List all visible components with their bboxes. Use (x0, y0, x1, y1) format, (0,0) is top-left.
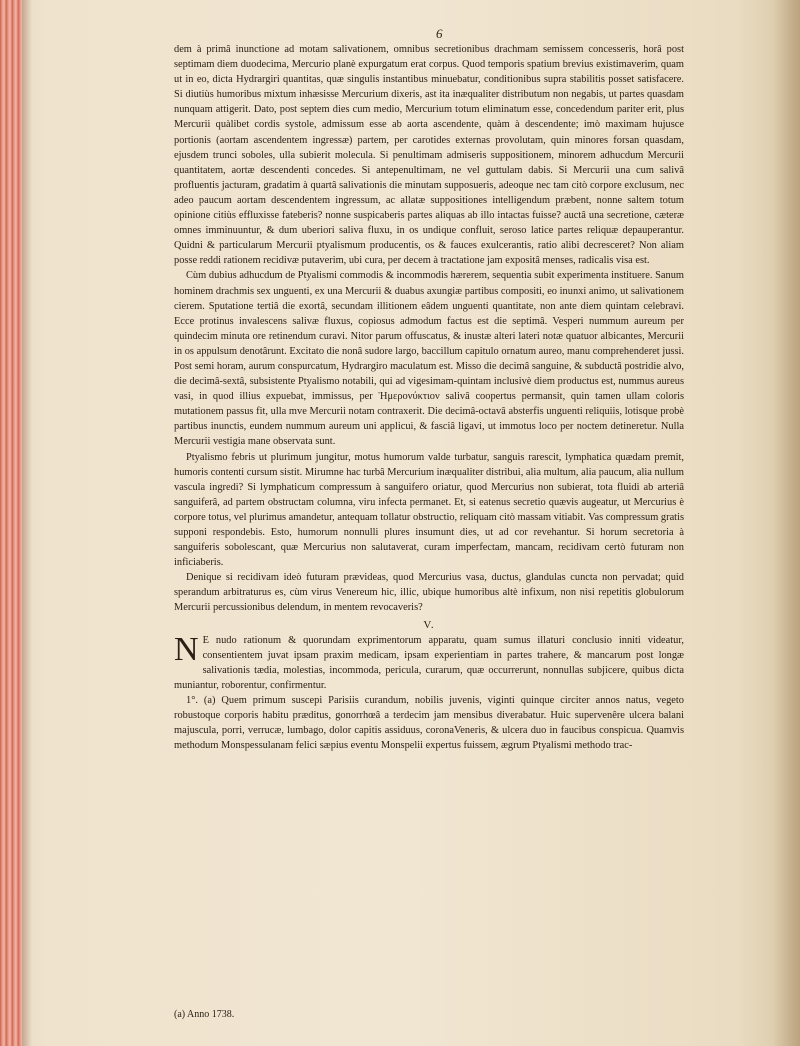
paragraph-experiments: Cùm dubius adhucdum de Ptyalismi commodis & incommodis hærerem, sequentia subit experimenta instituere. Sanum hominem drachmis sex unguenti, ex una Mercurii & duabus axungiæ partibus compositi, eo inunxi animo, ut salivationem cierem. Sputatione tertiâ die exortâ, secundam illitionem eâdem unguenti quantitate, non ante diem quintam celebravi. Ecce protinus invalescens salivæ fluxus, copiosus admodum factus est die septimâ. Vesperi nummum aureum per quindecim minuta ore retinendum curavi. Nitor parum offuscatus, & inustæ alteri lateri notæ quatuor albicantes, Mercurii in os appulsum denotârunt. Excitato die nonâ sudore largo, baccillum capitulo ornatum aureo, manu comprehenderet jussi. Post semi horam, aurum conspurcatum, Hydrargiro maculatum est. Misso die decimâ sanguine, & subductâ postridie alvo, die decimâ-sextâ, subsistente Ptyalismo notabili, qui ad vigesimam-quintam inclusivè diem productus est, nummus aureus vasi, in quod illius expuebat, immissus, per Ἡμερονύκτιον salivâ coopertus permansit, quin tamen ullam coloris mutationem passus fit, ulla mve Mercurii notam contraxerit. Die decimâ-octavâ absterfis unguenti reliquiis, lotisque probè partibus inunctis, eundem nummum aureum uni applicui, & fasciâ ligavi, ut immotus loco per noctem detineretur. Nulla Mercurii vestigia mane observata sunt. (174, 270, 684, 448)
page-number: 6 (436, 26, 443, 41)
section-number: V. (423, 618, 435, 631)
page-binding-edge (0, 0, 22, 1046)
drop-cap: N (174, 630, 199, 668)
page-right-edge (772, 0, 800, 1046)
paragraph-ptyalismo: Ptyalismo febris ut plurimum jungitur, motus humorum valde turbatur, sanguis rarescit, lymphatica quædam premit, humoris contenti cursum sistit. Mirumne hac turbâ Mercurium inæqualiter distribui, alia multum, alia paucum, alia nullum vascula ingredi? Si lymphaticum compressum à sanguifero oriatur, quod Mercurius non subierat, tota fluidi ab arteriâ sanguiferâ, ad partem obstructam columna, viru infecta permanet. Et, si eatenus secretio quævis augeatur, ut Mercurius è corpore totus, vel plurimus amandetur, antequam tollatur obstructio, reliquam citò massam vitiabit. Vas compressum gratis supponi respondebis. Esto, humorum nonnulli plures insumunt dies, ut ad cor revehantur. Si horum secretoria à sanguiferis sobolescant, quæ Mercurius non salutaverat, curam imperfectam, mancam, recidivam certò futuram non inficiaberis. (174, 451, 684, 569)
section-paragraph (174, 630, 684, 693)
section-paragraph-text: E nudo rationum & quorundam exprimentorum apparatu, quam sumus illaturi conclusio inniti videatur, consentientem juvat ipsam praxim medicam, ipsam experientiam in partes trahere, & mancarum post longæ salivationis tædia, molestias, incommoda, pericula, curarum, quæ occurrerunt, nonnullas subjicere, quibus dicta muniantur, roborentur, confirmentur. (174, 634, 684, 691)
paragraph-denique: Denique si recidivam ideò futuram prævideas, quod Mercurius vasa, ductus, glandulas cuncta non pervadat; quid sperandum arbitraturus es, cùm virus Venereum hic, illic, ubique humoribus altè infixum, non nisi repetitis globulorum Mercurii percussionibus delendum, in mentem revocaveris? (174, 572, 684, 614)
paragraph-continued: dem à primâ inunctione ad motam salivationem, omnibus secretionibus drachmam semissem concesseris, horâ post septimam diem duodecima, Mercurio planè expurgatum erat corpus. Quod temporis spatium brevius existimaverim, quam ut in eo, dicta Hydrargiri quantitas, quæ singulis instantibus minuebatur, conditionibus supra stabilitis posset satisfacere. Si diutiùs humoribus mixtum inhæsisse Mercurium dixeris, ast ita inæqualiter distributum non negabis, ut partes quasdam nunquam attigerit. Dato, post septem dies cum medio, Mercurium totum eliminatum esse, concedendum pariter erit, plus Mercurii quàlibet cordis systole, admissum esse ab aorta ascendente, quàm à descendente; imò maximam hujusce portionis (aortam ascendentem ingressæ) partem, per carotides externas provolutam, quin minores forsan quasdam, ejusdem trunci soboles, ulla subierit molecula. Si penultimam admiseris suppositionem, minorem adhucdum Mercurii quantitatem, aortæ descendenti concedes. Si antepenultimam, ne vel guttulam dabis. Si Mercurii una cum salivâ profluentis jacturam, gradatim à quartâ salivationis die minutam supposueris, adeoque nec tam citò corpore exclusum, nec adeo paucum aortam descendentem ingressum, ac allatæ suppositiones intelligendum præbent, nonne saltem totum opinione citiùs effluxisse fateberis? nonne suspicaberis partes aliquas ab illo intactas fuisse? auctâ una secretione, cæteræ omnes imminuuntur, & dum uberiori saliva fluxu, in os undique confluit, seroso latice partes reliquæ depauperantur. Quidni & particularum Mercurii ptyalismum producentis, os & fauces exulcerantis, ratio alibi decresceret? Non aliam posse reddi rationem recidivæ putaverim, ubi cura, per decem à tractatione jam expositâ menses, radicalis visa est. (174, 44, 684, 267)
binding-shadow (22, 0, 32, 1046)
body-text (174, 42, 684, 753)
case-paragraph: 1°. (a) Quem primum suscepi Parisiis curandum, nobilis juvenis, viginti quinque circiter annos natus, vegeto robustoque corporis habitu præditus, gonorrhœâ a terdecim jam mensibus diverabatur. Huic supervenêre ulcera balani majuscula, porri, verrucæ, lumbago, dolor capitis assiduus, coronaVeneris, & ulcera duo in faucibus conspicua. Quamvis methodum Monspessulanam felici sæpius eventu Monspelii expertus fuissem, ægrum Ptyalismi methodo trac- (174, 695, 684, 752)
footnote: (a) Anno 1738. (174, 1009, 235, 1020)
